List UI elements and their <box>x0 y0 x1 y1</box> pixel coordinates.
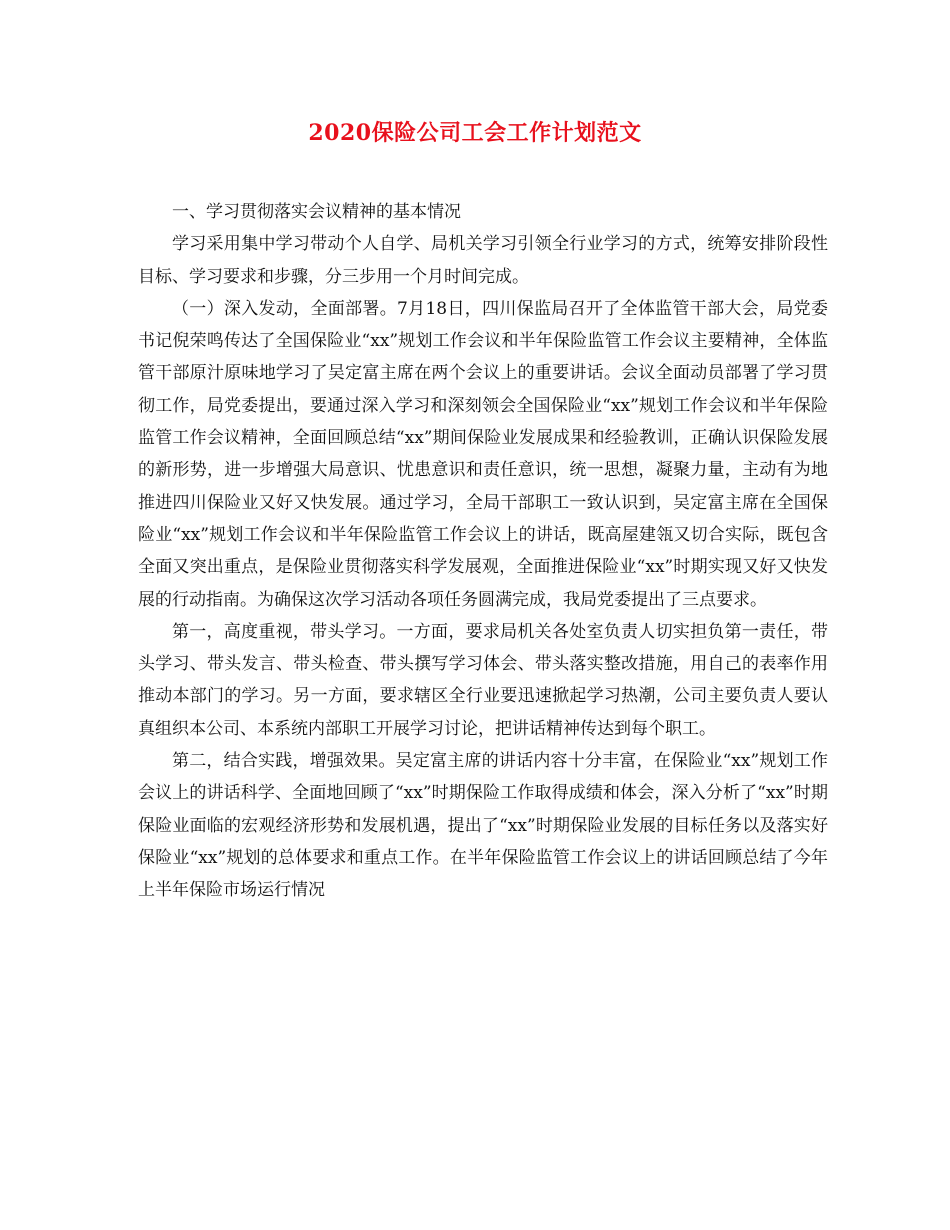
document-body <box>138 196 828 907</box>
paragraph-study-method: 学习采用集中学习带动个人自学、局机关学习引领全行业学习的方式，统筹安排阶段性目标、学习要求和步骤，分三步用一个月时间完成。 <box>138 234 828 287</box>
paragraph-mobilization: （一）深入发动，全面部署。7月18日，四川保监局召开了全体监管干部大会，局党委书记倪荣鸣传达了全国保险业“xx”规划工作会议和半年保险监管工作会议主要精神，全体监管干部原汁原味地学习了吴定富主席在两个会议上的重要讲话。会议全面动员部署了学习贯彻工作，局党委提出，要通过深入学习和深刻领会全国保险业“xx”规划工作会议和半年保险监管工作会议精神，全面回顾总结“xx”期间保险业发展成果和经验教训，正确认识保险发展的新形势，进一步增强大局意识、忧患意识和责任意识，统一思想，凝聚力量，主动有为地推进四川保险业又好又快发展。通过学习，全局干部职工一致认识到，吴定富主席在全国保险业“xx”规划工作会议和半年保险监管工作会议上的讲话，既高屋建瓴又切合实际，既包含全面又突出重点，是保险业贯彻落实科学发展观，全面推进保险业“xx”时期实现又好又快发展的行动指南。为确保这次学习活动各项任务圆满完成，我局党委提出了三点要求。 <box>138 298 828 610</box>
document-title: 2020保险公司工会工作计划范文 <box>308 120 642 146</box>
section-heading: 一、学习贯彻落实会议精神的基本情况 <box>172 202 461 222</box>
paragraph-second-requirement: 第二，结合实践，增强效果。吴定富主席的讲话内容十分丰富，在保险业“xx”规划工作会议上的讲话科学、全面地回顾了“xx”时期保险工作取得成绩和体会，深入分析了“xx”时期保险业面临的宏观经济形势和发展机遇，提出了“xx”时期保险业发展的目标任务以及落实好保险业“xx”规划的总体要求和重点工作。在半年保险监管工作会议上的讲话回顾总结了今年上半年保险市场运行情况 <box>138 751 828 901</box>
paragraph-first-requirement: 第一，高度重视，带头学习。一方面，要求局机关各处室负责人切实担负第一责任，带头学习、带头发言、带头检查、带头撰写学习体会、带头落实整改措施，用自己的表率作用推动本部门的学习。另一方面，要求辖区全行业要迅速掀起学习热潮，公司主要负责人要认真组织本公司、本系统内部职工开展学习讨论，把讲话精神传达到每个职工。 <box>138 621 828 739</box>
